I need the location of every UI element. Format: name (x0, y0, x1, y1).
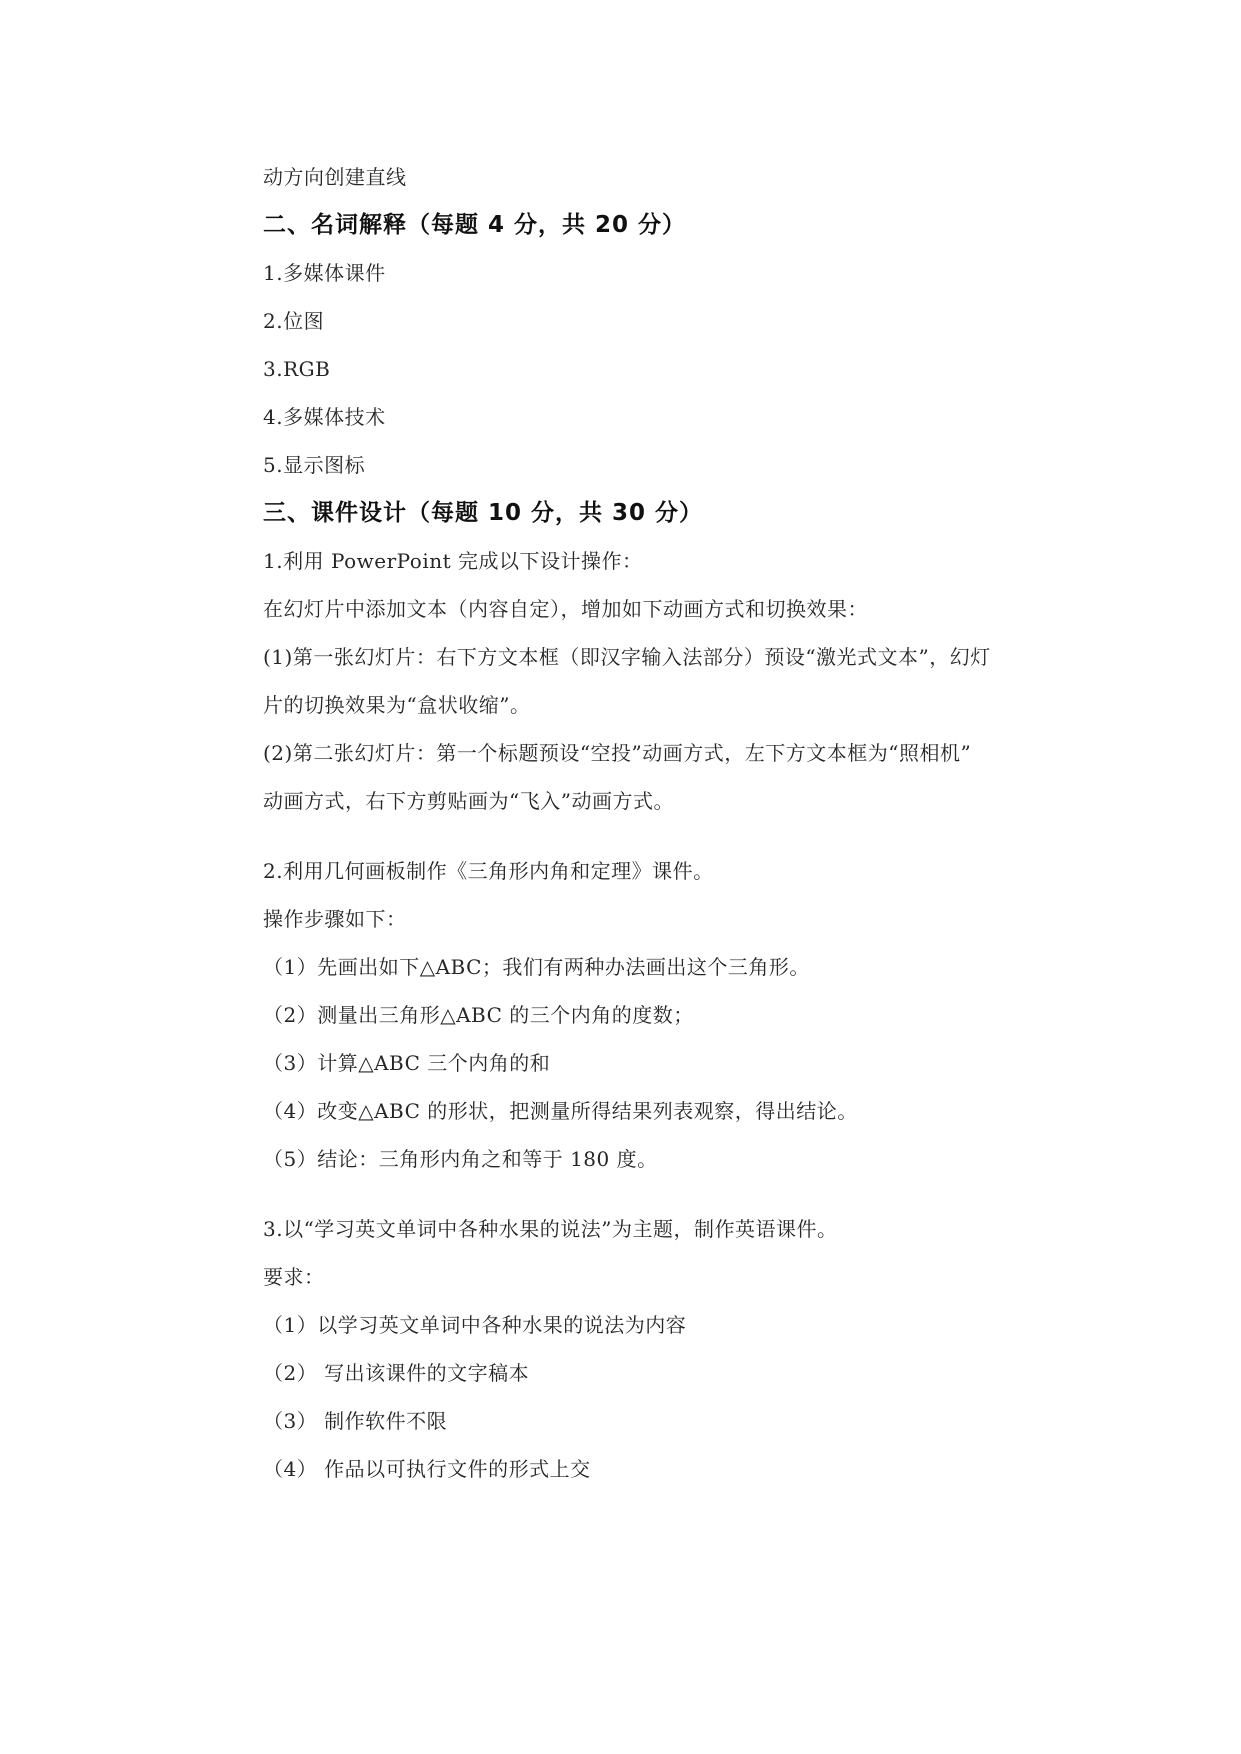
section-heading: 二、名词解释（每题 4 分，共 20 分） (263, 212, 687, 238)
text-line: 1.多媒体课件 (263, 261, 386, 285)
text-line: 5.显示图标 (263, 453, 366, 477)
text-line: 动画方式，右下方剪贴画为“飞入”动画方式。 (263, 789, 674, 813)
text-line: （5）结论：三角形内角之和等于 180 度。 (263, 1147, 658, 1171)
text-line: 动方向创建直线 (263, 165, 407, 189)
text-line: （1）先画出如下△ABC；我们有两种办法画出这个三角形。 (263, 955, 810, 979)
text-line: 在幻灯片中添加文本（内容自定），增加如下动画方式和切换效果： (263, 597, 868, 621)
text-line: （2）测量出三角形△ABC 的三个内角的度数； (263, 1003, 694, 1027)
paragraph-gap (263, 1183, 1063, 1205)
text-line: （4）改变△ABC 的形状，把测量所得结果列表观察，得出结论。 (263, 1099, 858, 1123)
text-line: 3.RGB (263, 357, 331, 381)
text-line: 4.多媒体技术 (263, 405, 386, 429)
text-line: 2.利用几何画板制作《三角形内角和定理》课件。 (263, 859, 714, 883)
text-line: (2)第二张幻灯片：第一个标题预设“空投”动画方式，左下方文本框为“照相机” (263, 741, 972, 765)
text-line: （3）计算△ABC 三个内角的和 (263, 1051, 551, 1075)
text-line: 操作步骤如下： (263, 907, 407, 931)
section-heading: 三、课件设计（每题 10 分，共 30 分） (263, 500, 704, 526)
text-line: 3.以“学习英文单词中各种水果的说法”为主题，制作英语课件。 (263, 1217, 838, 1241)
text-line: (1)第一张幻灯片：右下方文本框（即汉字输入法部分）预设“激光式文本”，幻灯 (263, 645, 991, 669)
text-line: 要求： (263, 1265, 325, 1289)
text-line: （4） 作品以可执行文件的形式上交 (263, 1457, 591, 1481)
text-line: （3） 制作软件不限 (263, 1409, 448, 1433)
paragraph-gap (263, 825, 1063, 847)
text-line: （2） 写出该课件的文字稿本 (263, 1361, 530, 1385)
text-line: 2.位图 (263, 309, 325, 333)
text-line: 1.利用 PowerPoint 完成以下设计操作： (263, 549, 643, 573)
text-line: （1）以学习英文单词中各种水果的说法为内容 (263, 1313, 687, 1337)
text-line: 片的切换效果为“盒状收缩”。 (263, 693, 531, 717)
document-body (263, 153, 1063, 1493)
